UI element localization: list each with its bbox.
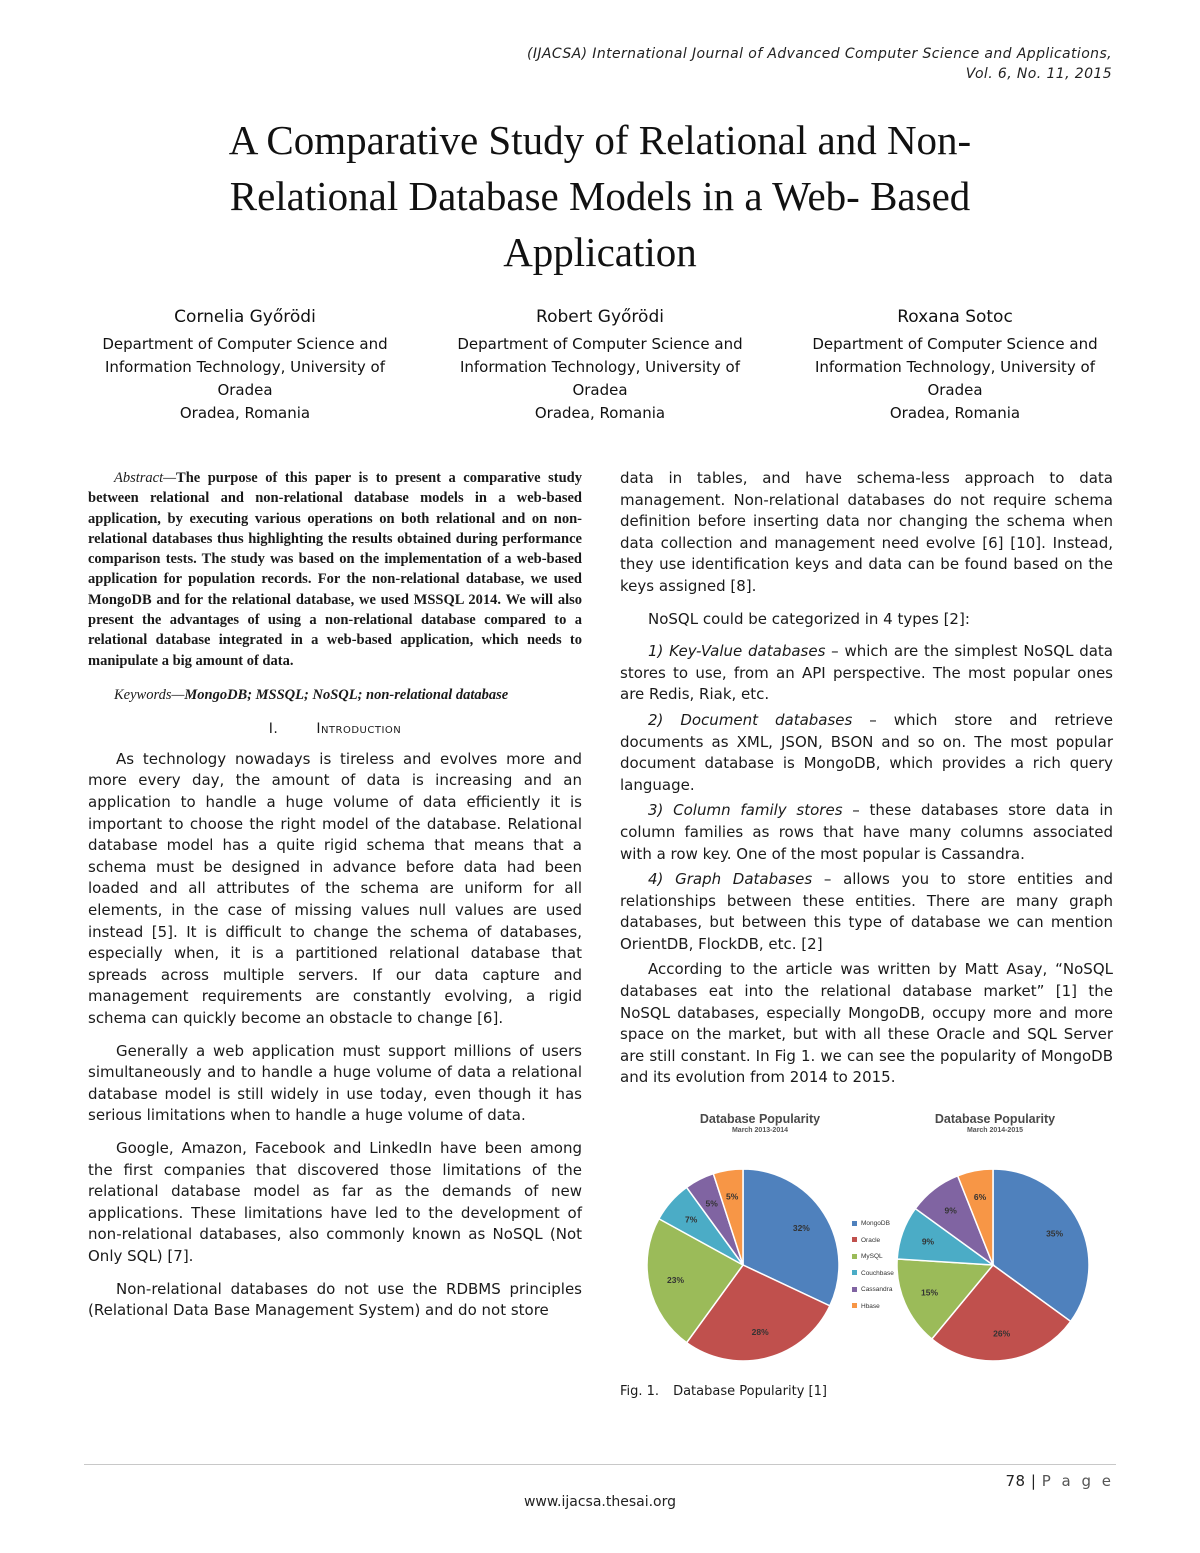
author-dept: Department of Computer Science and [812,335,1098,353]
legend-label: Oracle [861,1236,881,1244]
legend-item [852,1249,894,1266]
paragraph: As technology nowadays is tireless and evolves more and more every day, the amount of data is increasing and an application to handle a huge volume of data efficiently it is important to choose the right model of the database. Relational database model has a quite rigid schema that means that a schema must be designed in advance before data had been loaded and all attributes of the schema are uniform for all elements, in the case of missing values null values are used instead [5]. It is difficult to change the schema of databases, especially when, it is a partitioned relational database that spreads across multiple servers. If our data capture and management requirements are constantly evolving, a rigid schema can quickly become an obstacle to change [6]. [88,749,582,1027]
list-item-text: – allows you to store entities and relationships between these entities. There are many graph databases, but between this type of database we can mention OrientDB, FlockDB, etc. [2] [620,870,1113,953]
pie-data-label: 5% [705,1198,718,1209]
legend-label: Cassandra [861,1286,893,1293]
figure-label: Fig. 1. [620,1384,660,1399]
pie-data-label: 23% [667,1275,685,1286]
legend-swatch [852,1303,857,1308]
pie-data-label: 35% [1046,1228,1064,1239]
legend-label: MySQL [861,1253,883,1260]
legend-swatch [852,1254,857,1259]
chart-subtitle: March 2013-2014 [731,1127,789,1134]
journal-header [527,44,1112,84]
footer-divider [84,1464,1116,1465]
legend-swatch [852,1221,857,1226]
keywords-text: MongoDB; MSSQL; NoSQL; non-relational database [184,686,509,703]
left-column [88,468,582,1333]
abstract-lead: Abstract— [114,470,177,486]
list-item [620,641,1113,706]
paper-title [100,112,1100,280]
paragraph: NoSQL could be categorized in 4 types [2]: [648,609,970,628]
page-number-value: 78 [1005,1472,1026,1490]
paragraph: data in tables, and have schema-less approach to data management. Non-relational databases do not require schema definition before inserting data nor changing the schema when data collection and management need evolve [6] [10]. Instead, they use identification keys and data can be found based on the keys assigned [8]. [620,469,1113,595]
keywords-lead: Keywords— [114,686,185,703]
pie-data-label: 5% [726,1191,739,1202]
legend-item [852,1233,894,1250]
paragraph: Generally a web application must support millions of users simultaneously and to handle a huge volume of data a relational database model is still widely in use today, even though it has serious limitations when to handle a huge volume of data. [88,1041,582,1125]
author-block [80,306,410,425]
journal-volume: Vol. 6, No. 11, 2015 [965,66,1112,82]
chart-title: Database Popularity [699,1112,821,1126]
pie-data-label: 28% [751,1326,769,1337]
list-item-title: 2) Document databases [648,710,853,729]
list-item-text: – these databases store data in column families as rows that have many columns associated with a row key. One of the most popular is Cassandra. [620,801,1114,863]
list-item-title: 3) Column family stores [648,801,843,820]
legend-swatch [852,1237,857,1242]
chart-legend [852,1216,894,1315]
page-number [1006,1472,1114,1490]
author-dept: Information Technology, University of [459,358,741,376]
author-block [435,306,765,425]
page-separator: | [1025,1472,1042,1490]
pie-data-label: 15% [921,1287,939,1298]
legend-swatch [852,1270,857,1275]
legend-swatch [852,1287,857,1292]
abstract-text: The purpose of this paper is to present a comparative study between relational and non-relational database models in a web-based application, by executing various operations on both relational and on non-relational databases thus highlighting the results obtained during performance comparison tests. The study was based on the implementation of a web-based application for population records. For the non-relational database, we used MongoDB and for the relational database, we used MSSQL 2014. We will also present the advantages of using a non-relational database compared to a relational database integrated in a web-based application, which needs to manipulate a big amount of data. [88,470,582,669]
author-list [80,306,1120,425]
title-line-2: Relational Database Models in a Web- Based [229,173,971,219]
title-line-1: A Comparative Study of Relational and Non- [228,117,972,163]
list-item [620,800,1113,865]
list-item-title: 4) Graph Databases [648,870,813,889]
author-city: Oradea, Romania [179,404,311,422]
author-dept: Department of Computer Science and [102,335,388,353]
legend-item [852,1266,894,1283]
author-block [790,306,1120,425]
author-city: Oradea, Romania [534,404,666,422]
author-dept: Oradea [927,381,983,399]
chart-title: Database Popularity [934,1112,1056,1126]
section-heading [88,719,582,741]
legend-item [852,1282,894,1299]
author-name: Cornelia Győrödi [174,307,316,327]
abstract [88,468,582,671]
author-dept: Information Technology, University of [104,358,386,376]
author-dept: Information Technology, University of [814,358,1096,376]
author-name: Roxana Sotoc [897,307,1013,327]
journal-website: www.ijacsa.thesai.org [523,1494,677,1510]
figure-caption-text: Database Popularity [1] [673,1384,827,1399]
legend-label: Couchbase [861,1269,894,1277]
pie-data-label: 26% [993,1328,1011,1339]
list-item [620,710,1113,796]
figure-database-popularity [620,1112,1120,1362]
author-dept: Oradea [217,381,273,399]
pie-data-label: 7% [685,1214,698,1225]
paragraph: Google, Amazon, Facebook and LinkedIn have been among the first companies that discovered those limitations of the relational database model as far as the demands of new applications. These limitations have led to the development of non-relational databases, also commonly known as NoSQL (Not Only SQL) [7]. [88,1138,582,1265]
right-column [620,468,1113,1100]
pie-data-label: 6% [973,1192,987,1203]
list-item-text: – which are the simplest NoSQL data stores to use, from an API perspective. The most popular ones are Redis, Riak, etc. [620,642,1113,704]
section-title: Introduction [316,721,402,738]
pie-data-label: 9% [921,1236,935,1247]
journal-name: (IJACSA) International Journal of Advanced Computer Science and Applications, [527,46,1112,62]
paragraph: According to the article was written by Matt Asay, “NoSQL databases eat into the relational database market” [1] the NoSQL databases, especially MongoDB, occupy more and more space on the market, but with all these Oracle and SQL Server are still constant. In Fig 1. we can see the popularity of MongoDB and its evolution from 2014 to 2015. [620,960,1113,1087]
author-city: Oradea, Romania [889,404,1021,422]
keywords [88,685,582,705]
chart-subtitle: March 2014-2015 [966,1127,1024,1134]
list-item-title: 1) Key-Value databases [648,642,826,661]
author-dept: Department of Computer Science and [457,335,743,353]
author-name: Robert Győrödi [536,307,664,327]
legend-label: MongoDB [861,1220,890,1227]
section-number: I. [268,721,279,738]
figure-caption [620,1384,827,1399]
list-item-text: – which store and retrieve documents as XML, JSON, BSON and so on. The most popular document database is MongoDB, which provides a rich query language. [620,710,1114,794]
pie-data-label: 32% [792,1222,810,1233]
legend-item [852,1299,894,1316]
pie-data-label: 9% [944,1205,957,1216]
title-line-3: Application [503,229,697,275]
paragraph: Non-relational databases do not use the RDBMS principles (Relational Data Base Management System) and do not store [88,1279,582,1320]
legend-label: Hbase [861,1302,880,1310]
page-word: P a g e [1041,1472,1114,1490]
legend-item [852,1216,894,1233]
author-dept: Oradea [572,381,628,399]
list-item [620,869,1113,955]
